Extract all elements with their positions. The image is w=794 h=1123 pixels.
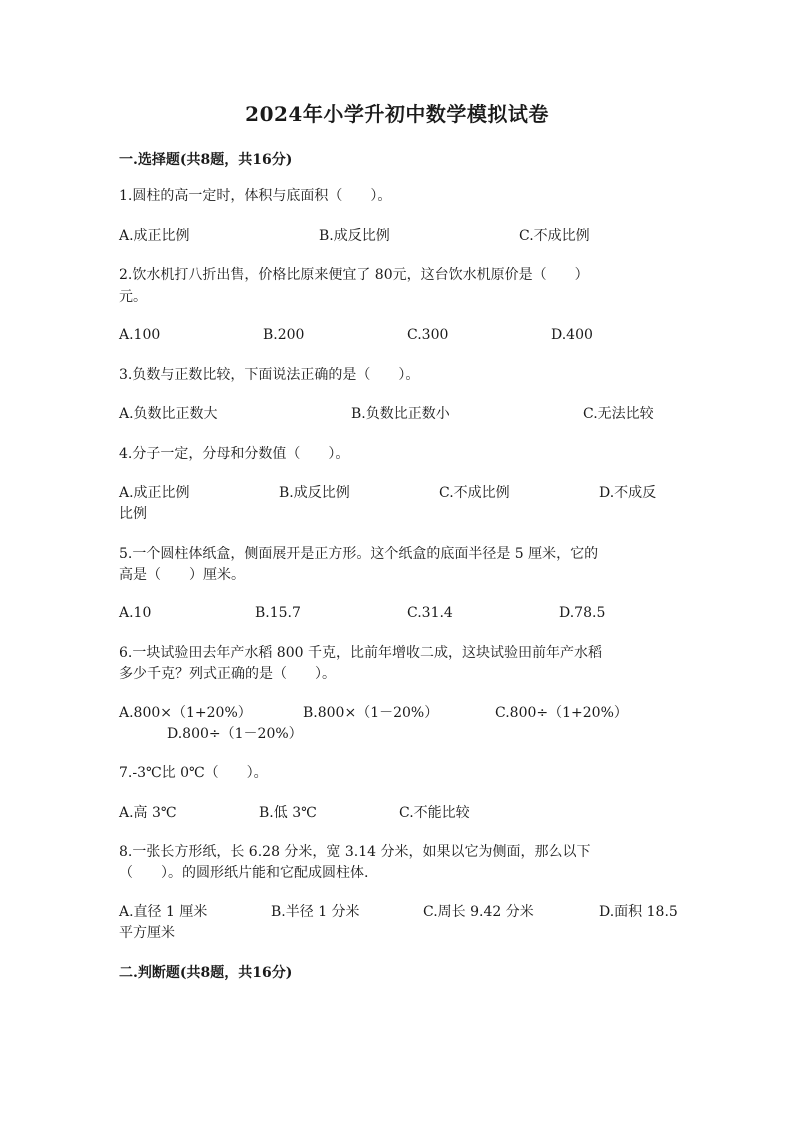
q6-option-b[interactable]: B.800×（1－20%） <box>303 705 439 721</box>
q3-option-b[interactable]: B.负数比正数小 <box>351 406 450 422</box>
question-5-line-2: 高是（ ）厘米。 <box>119 567 245 583</box>
question-6-line-2: 多少千克？列式正确的是（ ）。 <box>119 666 336 682</box>
q5-option-d[interactable]: D.78.5 <box>559 605 606 621</box>
q6-option-d[interactable]: D.800÷（1－20%） <box>167 726 303 742</box>
q1-option-c[interactable]: C.不成比例 <box>519 228 590 244</box>
question-8-line-1: 8.一张长方形纸，长 6.28 分米，宽 3.14 分米，如果以它为侧面，那么以下 <box>119 844 591 860</box>
question-2-line-2: 元。 <box>119 289 147 305</box>
q8-option-d-wrap: 平方厘米 <box>119 925 175 941</box>
q8-option-a[interactable]: A.直径 1 厘米 <box>119 904 208 920</box>
q7-option-b[interactable]: B.低 3℃ <box>259 805 317 821</box>
question-8-line-2: （ ）。的圆形纸片能和它配成圆柱体. <box>119 865 369 881</box>
q3-option-a[interactable]: A.负数比正数大 <box>119 406 218 422</box>
q5-option-b[interactable]: B.15.7 <box>255 605 301 621</box>
question-5-line-1: 5.一个圆柱体纸盒，侧面展开是正方形。这个纸盒的底面半径是 5 厘米，它的 <box>119 546 599 562</box>
q2-option-c[interactable]: C.300 <box>407 327 449 343</box>
q5-option-c[interactable]: C.31.4 <box>407 605 453 621</box>
q2-option-a[interactable]: A.100 <box>119 327 161 343</box>
q2-option-b[interactable]: B.200 <box>263 327 305 343</box>
q4-option-d[interactable]: D.不成反 <box>599 485 657 501</box>
q1-option-b[interactable]: B.成反比例 <box>319 228 390 244</box>
q5-option-a[interactable]: A.10 <box>119 605 152 621</box>
q4-option-b[interactable]: B.成反比例 <box>279 485 350 501</box>
q2-option-d[interactable]: D.400 <box>551 327 593 343</box>
page-title: 2024年小学升初中数学模拟试卷 <box>245 102 549 126</box>
q4-option-c[interactable]: C.不成比例 <box>439 485 510 501</box>
q6-option-c[interactable]: C.800÷（1+20%） <box>495 705 628 721</box>
q1-option-a[interactable]: A.成正比例 <box>119 228 190 244</box>
section-heading-choice: 一.选择题(共8题，共16分) <box>119 152 293 168</box>
question-2-line-1: 2.饮水机打八折出售，价格比原来便宜了 80元，这台饮水机原价是（ ） <box>119 267 589 283</box>
q4-option-a[interactable]: A.成正比例 <box>119 485 190 501</box>
question-4: 4.分子一定，分母和分数值（ ）。 <box>119 446 350 462</box>
question-7: 7.-3℃比 0℃（ ）。 <box>119 765 268 781</box>
q3-option-c[interactable]: C.无法比较 <box>583 406 654 422</box>
question-3: 3.负数与正数比较，下面说法正确的是（ ）。 <box>119 367 420 383</box>
question-1: 1.圆柱的高一定时，体积与底面积（ ）。 <box>119 188 392 204</box>
q8-option-d[interactable]: D.面积 18.5 <box>599 904 678 920</box>
section-heading-judgment: 二.判断题(共8题，共16分) <box>119 965 293 981</box>
q7-option-c[interactable]: C.不能比较 <box>399 805 470 821</box>
q8-option-c[interactable]: C.周长 9.42 分米 <box>423 904 534 920</box>
question-6-line-1: 6.一块试验田去年产水稻 800 千克，比前年增收二成，这块试验田前年产水稻 <box>119 645 602 661</box>
q4-option-d-wrap: 比例 <box>119 506 147 522</box>
q6-option-a[interactable]: A.800×（1+20%） <box>119 705 252 721</box>
q7-option-a[interactable]: A.高 3℃ <box>119 805 177 821</box>
q8-option-b[interactable]: B.半径 1 分米 <box>271 904 360 920</box>
